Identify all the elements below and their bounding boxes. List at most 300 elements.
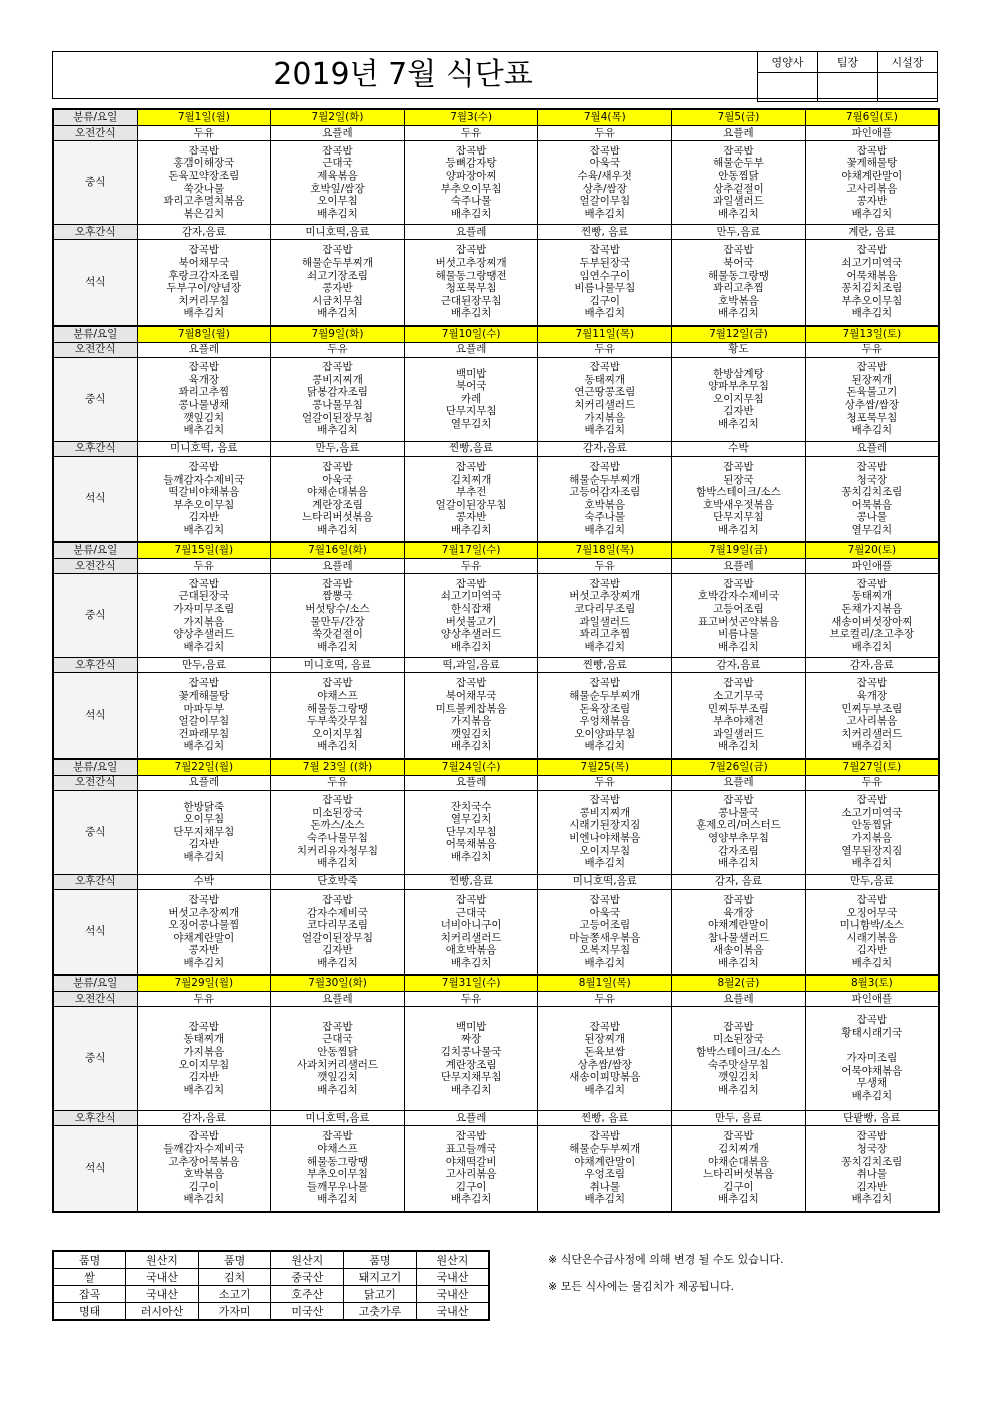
menu-item: 야채스프 [317, 690, 358, 703]
menu-item: 배추김치 [317, 1193, 358, 1206]
date-cell: 7월24일(수) [404, 759, 538, 776]
origin-item-cell: 돼지고기 [344, 1269, 417, 1286]
menu-item: 배추김치 [317, 207, 358, 220]
menu-item: 민찌두부조림 [841, 702, 903, 715]
menu-item: 배추김치 [450, 640, 492, 653]
menu-item: 잡곡밥 [322, 460, 353, 473]
menu-item: 단무지채무침 [173, 825, 235, 838]
menu-item: 들깨무우나물 [307, 1180, 368, 1193]
menu-item: 배추김치 [584, 956, 626, 969]
dinner-cell [672, 456, 806, 542]
menu-item: 카레 [460, 392, 482, 405]
menu-item: 두부된장국 [579, 257, 631, 270]
menu-item: 버섯불고기 [445, 615, 497, 628]
menu-item: 꽈리고추찜 [713, 282, 764, 295]
pm-snack-cell: 요플레 [404, 225, 538, 240]
menu-item [806, 1040, 938, 1053]
menu-item: 육개장 [856, 690, 888, 703]
menu-item: 계란장조림 [445, 1058, 497, 1071]
menu-item: 김자반 [188, 511, 220, 524]
approval-signature-dietitian[interactable] [758, 73, 818, 102]
menu-item: 잡곡밥 [188, 361, 220, 374]
menu-item: 돈육보쌈 [584, 1045, 626, 1058]
date-cell: 8월2(금) [672, 975, 806, 992]
pm-snack-cell: 요플레 [404, 1111, 538, 1126]
lunch-cell [137, 141, 271, 225]
dinner-cell [538, 889, 672, 975]
menu-item: 호박새우젓볶음 [702, 498, 774, 511]
date-cell: 7월30일(화) [271, 975, 405, 992]
menu-item: 사과치커리샐러드 [296, 1058, 379, 1071]
pm-snack-cell: 미니호떡,음료 [538, 874, 672, 889]
lunch-cell [137, 357, 271, 441]
menu-item: 어묵채볶음 [445, 838, 497, 851]
menu-item: 배추김치 [851, 1193, 893, 1206]
menu-item: 상추쌈/쌈장 [844, 399, 899, 411]
menu-item: 배추김치 [584, 307, 626, 320]
lunch-cell [538, 357, 672, 441]
menu-item: 시래기된장지짐 [569, 819, 641, 832]
am-snack-cell: 두유 [137, 992, 271, 1007]
menu-item: 짬뽕국 [322, 590, 353, 603]
menu-item: 근대국 [322, 1033, 353, 1046]
page-header [52, 51, 938, 99]
dinner-cell [271, 889, 405, 975]
menu-item: 배추김치 [584, 1083, 626, 1096]
dinner-cell [271, 240, 405, 326]
week-4-dinner-row [53, 889, 939, 975]
menu-item: 미트볼케찹볶음 [435, 702, 507, 715]
pm-snack-cell: 찐빵, 음료 [538, 225, 672, 240]
menu-item: 해물동그랑땡 [708, 269, 769, 282]
pm-snack-cell: 미니호떡,음료 [271, 1111, 405, 1126]
menu-item: 배추김치 [718, 1193, 759, 1206]
menu-item: 우엉조림 [584, 1168, 626, 1181]
menu-item: 콩비지찌개 [312, 373, 363, 386]
origin-row [53, 1303, 489, 1321]
week-2-pm-snack-row [53, 441, 939, 456]
origin-item-cell: 가자미 [198, 1303, 271, 1321]
am-snack-cell: 두유 [538, 559, 672, 574]
menu-item: 마파두부 [183, 702, 225, 715]
menu-item: 잡곡밥 [856, 361, 888, 374]
origin-item-cell: 고춧가루 [344, 1303, 417, 1321]
menu-item: 배추김치 [718, 857, 759, 870]
am-snack-cell: 두유 [538, 342, 672, 357]
menu-item: 잡곡밥 [723, 144, 754, 157]
pm-snack-cell: 떡,과일,음료 [404, 658, 538, 673]
menu-item: 꽃게해물탕 [846, 157, 898, 170]
menu-item: 함박스테이크/소스 [696, 1045, 781, 1058]
menu-item: 배추김치 [317, 857, 358, 870]
origin-country-cell: 국내산 [416, 1286, 489, 1303]
date-cell: 7월 23일 ((화) [271, 759, 405, 776]
menu-item: 오징어콩나물찜 [168, 919, 240, 932]
menu-item: 깻잎김치 [718, 1071, 759, 1084]
week-2-am-snack-row [53, 342, 939, 357]
menu-item: 고사리볶음 [846, 182, 898, 195]
week-5-date-row-label: 분류/요일 [53, 975, 137, 992]
lunch-cell [404, 574, 538, 658]
menu-item: 민찌두부조림 [708, 702, 769, 715]
pm-snack-cell: 요플레 [805, 441, 939, 456]
origin-item-cell: 김치 [198, 1269, 271, 1286]
lunch-cell [538, 574, 672, 658]
menu-item: 배추김치 [317, 640, 358, 653]
lunch-cell [805, 790, 939, 874]
menu-item: 오이지무침 [178, 1058, 230, 1071]
menu-item: 꽁치김치조림 [841, 1155, 903, 1168]
menu-item: 김치찌개 [718, 1143, 759, 1156]
am-snack-cell: 요플레 [672, 559, 806, 574]
menu-item: 잡곡밥 [723, 1130, 754, 1143]
menu-item: 양상추샐러드 [173, 628, 235, 641]
date-cell: 7월4(목) [538, 109, 672, 126]
date-cell: 7월3(수) [404, 109, 538, 126]
menu-item: 잡곡밥 [188, 1020, 220, 1033]
origin-country-cell: 국내산 [416, 1269, 489, 1286]
menu-item: 열무된장지짐 [841, 844, 903, 857]
week-1-date-row [53, 109, 939, 126]
date-cell: 7월9일(화) [271, 326, 405, 343]
menu-item: 잡곡밥 [322, 361, 353, 374]
menu-item: 배추김치 [584, 207, 626, 220]
menu-item: 얼갈이된장무침 [301, 411, 373, 424]
menu-item: 제육볶음 [317, 169, 358, 182]
pm-snack-cell: 감자,음료 [538, 441, 672, 456]
date-cell: 8월3(토) [805, 975, 939, 992]
menu-item: 잡곡밥 [589, 361, 621, 374]
menu-item: 부추야채전 [713, 715, 764, 728]
menu-item: 물만두/간장 [310, 615, 365, 628]
dinner-cell [137, 673, 271, 759]
week-3-dinner-row-label: 석식 [53, 673, 137, 759]
dinner-cell [805, 673, 939, 759]
menu-item: 수육/새우젓 [577, 169, 632, 182]
note-water-kimchi: ※ 모든 식사에는 물김치가 제공됩니다. [548, 1280, 735, 1293]
lunch-cell [271, 1007, 405, 1111]
pm-snack-cell: 찐빵,음료 [404, 441, 538, 456]
pm-snack-cell: 계란, 음료 [805, 225, 939, 240]
lunch-cell [538, 141, 672, 225]
menu-item: 야채순대볶음 [708, 1155, 769, 1168]
menu-item: 잡곡밥 [322, 1020, 353, 1033]
menu-item: 배추김치 [718, 740, 759, 753]
menu-item: 잡곡밥 [856, 1014, 888, 1027]
menu-item: 배추김치 [851, 740, 893, 753]
menu-item: 잡곡밥 [723, 1020, 754, 1033]
menu-item: 시래기볶음 [846, 931, 898, 944]
lunch-cell [137, 574, 271, 658]
menu-item: 표고버섯곤약볶음 [697, 615, 780, 628]
week-3-am-snack-row-label: 오전간식 [53, 559, 137, 574]
menu-item: 홍갬이해장국 [173, 157, 235, 170]
dinner-cell [137, 889, 271, 975]
lunch-cell [404, 1007, 538, 1111]
menu-item: 숙주나물무침 [307, 832, 368, 844]
menu-item: 잡곡밥 [723, 677, 754, 690]
menu-item: 해물순두부 [713, 157, 764, 170]
menu-item: 배추김치 [317, 1083, 358, 1096]
meal-menu-table [52, 108, 940, 1213]
approval-signature-director[interactable] [878, 73, 938, 102]
menu-item: 단무지무침 [713, 511, 764, 524]
pm-snack-cell: 단팥빵, 음료 [805, 1111, 939, 1126]
menu-item: 꽁치김치조림 [841, 486, 903, 499]
dinner-cell [538, 240, 672, 326]
am-snack-cell: 파인애플 [805, 126, 939, 141]
week-4-pm-snack-row [53, 874, 939, 889]
origin-country-cell: 원산지 [271, 1251, 344, 1269]
menu-item: 취나물 [856, 1168, 888, 1181]
am-snack-cell: 요플레 [672, 992, 806, 1007]
menu-item: 꽈리고추찜 [178, 386, 230, 399]
menu-item: 시금치무침 [312, 294, 363, 307]
menu-item: 마늘쫑새우볶음 [569, 931, 641, 944]
menu-item: 오이무침 [183, 813, 225, 826]
dinner-cell [404, 1126, 538, 1212]
menu-item: 단무지채무침 [440, 1071, 502, 1084]
pm-snack-cell: 찐빵, 음료 [538, 1111, 672, 1126]
menu-item: 돈육장조림 [579, 702, 631, 715]
menu-item: 함박스테이크/소스 [696, 486, 781, 499]
menu-item: 아욱국 [322, 473, 353, 486]
menu-item: 과일샐러드 [713, 195, 764, 208]
dinner-cell [271, 456, 405, 542]
menu-item: 새송이피망볶음 [569, 1071, 641, 1084]
menu-item: 아욱국 [589, 906, 621, 919]
menu-item: 오복지무침 [579, 944, 631, 957]
menu-item: 코다리무조림 [574, 602, 636, 615]
menu-item: 야채계란말이 [708, 919, 769, 932]
dinner-cell [672, 889, 806, 975]
am-snack-cell: 파인애플 [805, 992, 939, 1007]
lunch-cell [538, 790, 672, 874]
menu-item: 취나물 [589, 1180, 621, 1193]
approval-signature-team-leader[interactable] [818, 73, 878, 102]
week-2-date-row-label: 분류/요일 [53, 326, 137, 343]
menu-item: 잡곡밥 [856, 144, 888, 157]
menu-item: 숙주맛살무침 [708, 1058, 769, 1071]
menu-item: 잡곡밥 [589, 244, 621, 257]
menu-item: 잡곡밥 [589, 1130, 621, 1143]
menu-item: 열무김치 [450, 417, 492, 430]
origin-country-cell: 러시아산 [126, 1303, 199, 1321]
week-5-dinner-row [53, 1126, 939, 1212]
menu-item: 백미밥 [455, 1020, 487, 1033]
menu-item: 청국장 [856, 1143, 888, 1156]
menu-item: 잡곡밥 [455, 893, 487, 906]
menu-item: 잡곡밥 [589, 893, 621, 906]
menu-item: 영양부추무침 [708, 832, 769, 844]
menu-item: 과일샐러드 [713, 727, 764, 740]
menu-item: 쑥갓겉절이 [312, 628, 363, 641]
menu-item: 잡곡밥 [589, 1020, 621, 1033]
menu-item: 미소된장국 [312, 806, 363, 819]
menu-item: 잡곡밥 [589, 577, 621, 590]
menu-item: 고등어감자조림 [569, 486, 641, 499]
menu-item: 잡곡밥 [723, 460, 754, 473]
menu-item: 청포묵무침 [445, 282, 497, 295]
menu-item: 소고기미역국 [841, 806, 903, 819]
menu-item: 단무지무침 [445, 825, 497, 838]
menu-item: 배추김치 [584, 640, 626, 653]
menu-item: 배추김치 [317, 307, 358, 320]
menu-item: 고등어조림 [579, 919, 631, 932]
week-2-date-row [53, 326, 939, 343]
week-4-pm-snack-row-label: 오후간식 [53, 874, 137, 889]
menu-item: 야채떡갈비 [445, 1155, 497, 1168]
menu-item: 배추김치 [718, 523, 759, 536]
pm-snack-cell: 찐빵,음료 [404, 874, 538, 889]
week-1-dinner-row-label: 석식 [53, 240, 137, 326]
menu-item: 느타리버섯볶음 [301, 511, 373, 524]
lunch-cell [137, 790, 271, 874]
week-5-date-row [53, 975, 939, 992]
menu-item: 얼갈이된장무침 [301, 931, 373, 944]
pm-snack-cell: 감자, 음료 [672, 874, 806, 889]
menu-item: 배추김치 [584, 740, 626, 753]
menu-item: 비름나물무침 [574, 282, 636, 295]
menu-item: 동태찌개 [584, 373, 626, 386]
menu-item: 잡곡밥 [723, 577, 754, 590]
menu-item: 떡갈비야채볶음 [168, 486, 240, 499]
menu-item: 동태찌개 [851, 590, 893, 603]
menu-item: 치커리샐러드 [440, 931, 502, 944]
week-4-date-row-label: 분류/요일 [53, 759, 137, 776]
menu-item: 잡곡밥 [856, 794, 888, 807]
menu-item: 북어채무국 [178, 257, 230, 270]
menu-item: 북어국 [455, 380, 487, 393]
am-snack-cell: 요플레 [672, 775, 806, 790]
am-snack-cell: 요플레 [271, 992, 405, 1007]
menu-item: 배추김치 [183, 1193, 225, 1206]
menu-item: 느타리버섯볶음 [702, 1168, 774, 1181]
week-1-dinner-row [53, 240, 939, 326]
dinner-cell [404, 673, 538, 759]
menu-item: 콩자반 [856, 195, 888, 208]
week-3-date-row-label: 분류/요일 [53, 542, 137, 559]
week-2-am-snack-row-label: 오전간식 [53, 342, 137, 357]
menu-item: 비름나물 [718, 628, 759, 641]
week-5-lunch-row-label: 중식 [53, 1007, 137, 1111]
menu-item: 북어국 [723, 257, 754, 270]
menu-item: 콩자반 [455, 511, 487, 524]
menu-item: 야채계란말이 [173, 931, 235, 944]
menu-item: 김구이 [723, 1180, 754, 1193]
menu-item: 잡곡밥 [188, 577, 220, 590]
menu-item: 계란장조림 [312, 498, 363, 511]
pm-snack-cell: 수박 [672, 441, 806, 456]
menu-item: 코다리무조림 [307, 919, 368, 932]
menu-item: 호박볶음 [718, 294, 759, 307]
am-snack-cell: 파인애플 [805, 559, 939, 574]
menu-item: 된장찌개 [584, 1033, 626, 1046]
menu-item: 한식잡채 [450, 602, 492, 615]
menu-item: 가지볶음 [450, 715, 492, 728]
week-1-am-snack-row [53, 126, 939, 141]
pm-snack-cell: 만두,음료 [805, 874, 939, 889]
menu-item: 배추김치 [183, 307, 225, 320]
menu-item: 부추오이무침 [173, 498, 235, 511]
origin-item-cell: 품명 [344, 1251, 417, 1269]
menu-item: 숙주나물 [450, 195, 492, 208]
date-cell: 7월13일(토) [805, 326, 939, 343]
dinner-cell [137, 240, 271, 326]
menu-item: 참나물샐러드 [708, 931, 769, 944]
menu-item: 김치찌개 [450, 473, 492, 486]
week-3-lunch-row [53, 574, 939, 658]
origin-item-cell: 잡곡 [53, 1286, 126, 1303]
week-2-lunch-row-label: 중식 [53, 357, 137, 441]
menu-item: 잡곡밥 [856, 1130, 888, 1143]
menu-item: 부추오이무침 [307, 1168, 368, 1181]
menu-item: 잡곡밥 [455, 144, 487, 157]
menu-item: 쑥갓나물 [183, 182, 225, 195]
menu-item: 상추/쌈장 [582, 182, 627, 195]
origin-country-cell: 호주산 [271, 1286, 344, 1303]
lunch-cell [137, 1007, 271, 1111]
menu-item: 동태찌개 [183, 1033, 225, 1046]
menu-item: 건파래무침 [178, 727, 230, 740]
menu-item: 고사리볶음 [846, 715, 898, 728]
menu-item: 김구이 [589, 294, 621, 307]
am-snack-cell: 두유 [137, 126, 271, 141]
week-1-pm-snack-row-label: 오후간식 [53, 225, 137, 240]
menu-item: 야채계란말이 [841, 169, 903, 182]
menu-item: 고추장어묵볶음 [168, 1155, 240, 1168]
menu-item: 후랑크감자조림 [168, 269, 240, 282]
date-cell: 7월15일(월) [137, 542, 271, 559]
pm-snack-cell: 단호박죽 [271, 874, 405, 889]
menu-item: 아욱국 [589, 157, 621, 170]
date-cell: 7월8일(월) [137, 326, 271, 343]
menu-item: 치커리유자청무침 [296, 844, 379, 857]
menu-item: 잡곡밥 [589, 794, 621, 807]
lunch-cell [404, 790, 538, 874]
menu-item: 버섯고추장찌개 [435, 257, 507, 270]
menu-item: 해물순두부찌개 [569, 1143, 641, 1156]
menu-item: 근대국 [322, 157, 353, 170]
date-cell: 7월22일(월) [137, 759, 271, 776]
lunch-cell [404, 357, 538, 441]
origin-country-cell: 미국산 [271, 1303, 344, 1321]
menu-item: 청포묵무침 [846, 411, 898, 424]
pm-snack-cell: 미니호떡,음료 [271, 225, 405, 240]
menu-item: 배추김치 [851, 956, 893, 969]
week-3-lunch-row-label: 중식 [53, 574, 137, 658]
menu-item: 부추전 [455, 486, 487, 499]
date-cell: 7월17일(수) [404, 542, 538, 559]
menu-item: 단무지무침 [445, 405, 497, 418]
menu-item: 양상추샐러드 [440, 628, 502, 641]
menu-item: 야채순대볶음 [307, 486, 368, 499]
pm-snack-cell: 감자,음료 [137, 1111, 271, 1126]
menu-item: 잡곡밥 [322, 1130, 353, 1143]
menu-item: 열무김치 [851, 523, 893, 536]
menu-item: 배추김치 [718, 956, 759, 969]
menu-item: 부추오이무침 [440, 182, 502, 195]
menu-item: 배추김치 [450, 1083, 492, 1096]
lunch-cell [404, 141, 538, 225]
dinner-cell [805, 1126, 939, 1212]
menu-item: 새송이버섯장아찌 [831, 615, 913, 628]
menu-item: 육개장 [188, 373, 220, 386]
dinner-cell [404, 240, 538, 326]
menu-item: 배추김치 [450, 523, 492, 536]
week-1-pm-snack-row [53, 225, 939, 240]
dinner-cell [538, 673, 672, 759]
